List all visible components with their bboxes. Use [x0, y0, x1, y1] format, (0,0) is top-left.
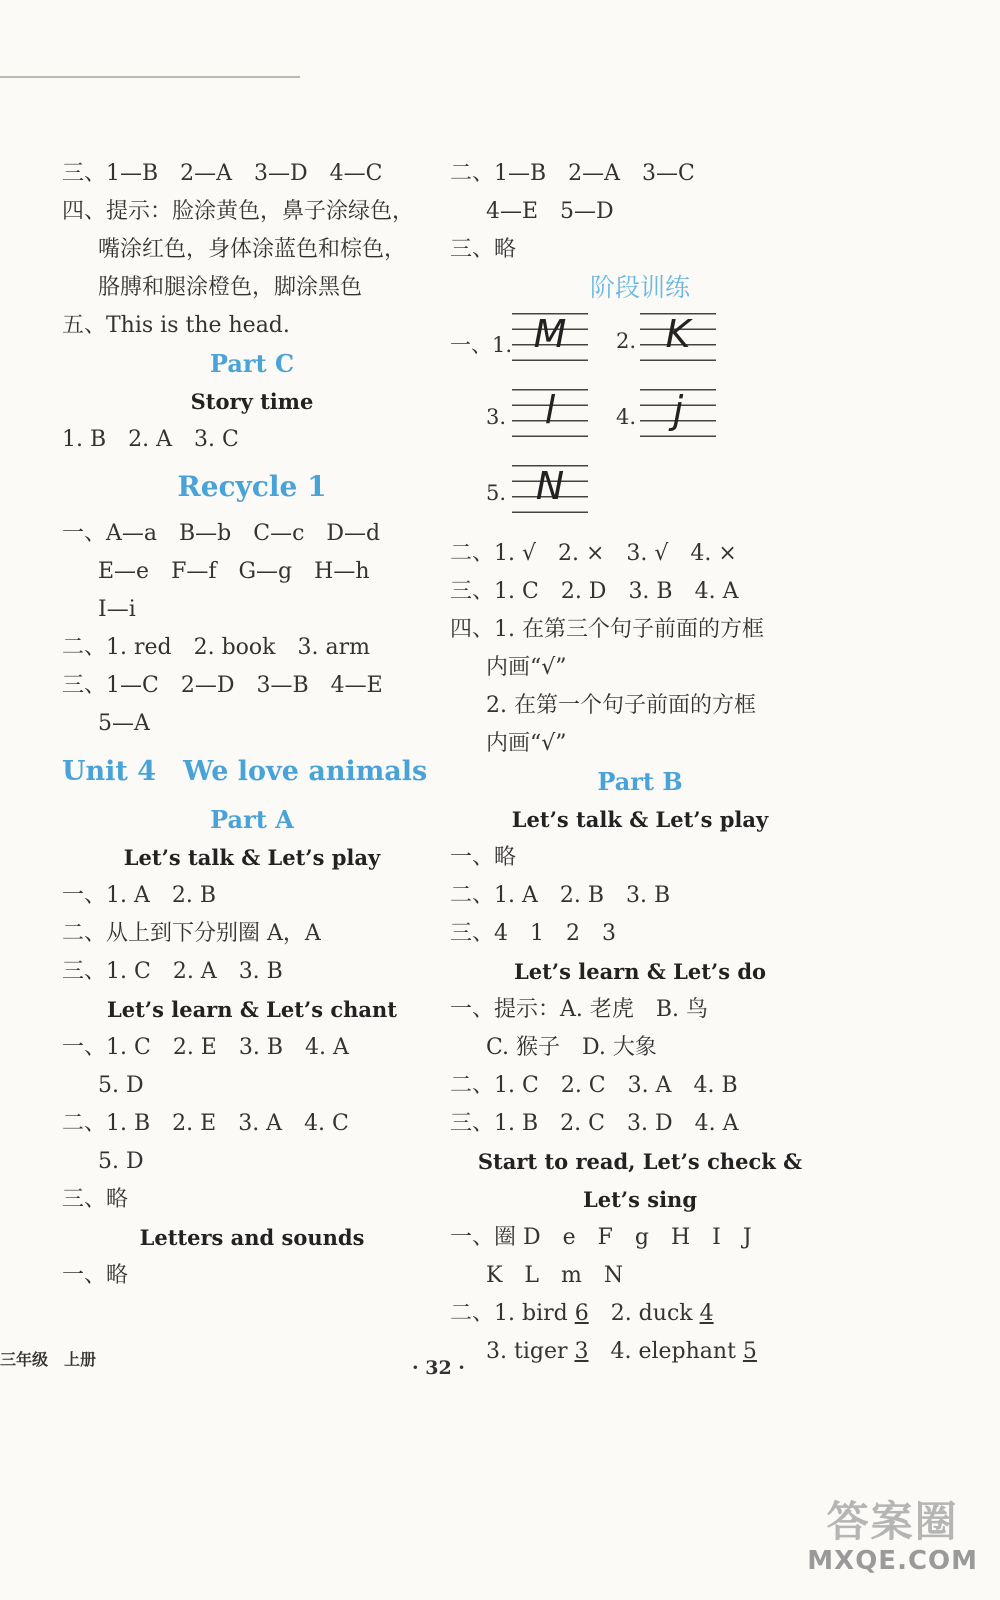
subheading-lets-sing: Let’s sing — [582, 1187, 698, 1212]
answer-line: 一、1. C 2. E 3. B 4. A — [62, 1035, 349, 1060]
grade-label: 三年级 上册 — [0, 1350, 97, 1369]
answer-line: 二、从上到下分别圈 A，A — [62, 921, 321, 946]
answer-line: 三、略 — [62, 1187, 129, 1212]
watermark-url: MXQE.COM — [807, 1546, 978, 1576]
answer-line: 三、1. C 2. D 3. B 4. A — [450, 579, 739, 604]
section-heading-part-a: Part A — [210, 805, 294, 834]
handwriting-row-1 — [450, 307, 830, 383]
answer-line: 五、This is the head. — [62, 313, 290, 338]
four-line-grid — [512, 465, 588, 513]
answer-line: 三、略 — [450, 237, 517, 262]
answer-line: 二、1. A 2. B 3. B — [450, 883, 671, 908]
answer-line: E—e F—f G—g H—h — [98, 559, 370, 584]
answer-line: 5—A — [98, 711, 150, 736]
item-label: 5. — [486, 481, 507, 505]
item-label: 4. — [616, 405, 637, 429]
answer-line — [450, 1333, 830, 1371]
answer-line: 5. D — [98, 1073, 144, 1098]
answer-line: 4—E 5—D — [486, 199, 614, 224]
handwriting-row-2 — [450, 383, 830, 459]
answer-text: 2. duck — [588, 1301, 700, 1326]
handwritten-letter: K — [665, 312, 691, 356]
subheading-start-to-read: Start to read, Let’s check & — [477, 1149, 803, 1174]
answer-line: 2. 在第一个句子前面的方框 — [486, 693, 756, 718]
page-number: · 32 · — [412, 1357, 465, 1379]
four-line-grid — [640, 313, 716, 361]
item-label: 一、1. — [450, 333, 513, 357]
four-line-grid — [640, 389, 716, 437]
section-heading-stage-training: 阶段训练 — [589, 273, 690, 302]
answer-line: C. 猴子 D. 大象 — [486, 1035, 657, 1060]
answer-line: 二、1. red 2. book 3. arm — [62, 635, 370, 660]
left-column — [62, 155, 442, 1295]
handwritten-letter: j — [672, 388, 684, 432]
four-line-grid — [512, 389, 588, 437]
answer-line: 二、1. B 2. E 3. A 4. C — [62, 1111, 349, 1136]
subheading-lets-learn: Let’s learn & Let’s do — [513, 959, 767, 984]
right-column — [450, 155, 830, 1371]
answer-line: 一、略 — [450, 845, 517, 870]
answer-line: 一、A—a B—b C—c D—d — [62, 521, 381, 546]
subheading-letters-and-sounds: Letters and sounds — [139, 1225, 365, 1250]
section-heading-part-c: Part C — [209, 349, 295, 378]
handwritten-letter: l — [544, 388, 556, 432]
answer-line — [450, 1295, 830, 1333]
answer-line: 一、提示：A. 老虎 B. 鸟 — [450, 997, 709, 1022]
answer-line: 四、提示：脸涂黄色，鼻子涂绿色， — [62, 199, 415, 224]
underlined-number: 3 — [574, 1339, 589, 1364]
answer-text: 二、1. bird — [450, 1301, 575, 1326]
answer-line: 内画“√” — [486, 655, 567, 680]
answer-text: 4. elephant — [588, 1339, 743, 1364]
section-heading-recycle-1: Recycle 1 — [177, 470, 327, 503]
handwritten-letter: N — [535, 464, 565, 508]
answer-line: I—i — [98, 597, 136, 622]
subheading-lets-talk: Let’s talk & Let’s play — [511, 807, 769, 832]
unit-heading: Unit 4 We love animals — [62, 756, 428, 787]
header-rule — [0, 76, 300, 78]
answer-line: 二、1. C 2. C 3. A 4. B — [450, 1073, 738, 1098]
answer-line: K L m N — [486, 1263, 624, 1288]
answer-line: 内画“√” — [486, 731, 567, 756]
answer-line: 三、1. C 2. A 3. B — [62, 959, 283, 984]
answer-line: 一、1. A 2. B — [62, 883, 217, 908]
underlined-number: 5 — [742, 1339, 757, 1364]
four-line-grid — [512, 313, 588, 361]
underlined-number: 4 — [699, 1301, 714, 1326]
answer-line: 三、1—C 2—D 3—B 4—E — [62, 673, 383, 698]
underlined-number: 6 — [574, 1301, 589, 1326]
subheading-story-time: Story time — [190, 389, 314, 414]
handwriting-row-3 — [450, 459, 830, 535]
answer-line: 胳膊和腿涂橙色，脚涂黑色 — [98, 275, 363, 300]
answer-line: 四、1. 在第三个句子前面的方框 — [450, 617, 764, 642]
answer-line: 三、4 1 2 3 — [450, 921, 616, 946]
answer-line: 一、略 — [62, 1263, 129, 1288]
answer-line: 一、圈 D e F g H I J — [450, 1225, 752, 1250]
handwritten-letter: M — [533, 312, 567, 356]
watermark-logo: 答案圈 — [826, 1497, 959, 1546]
answer-line: 二、1. √ 2. × 3. √ 4. × — [450, 541, 737, 566]
answer-text: 3. tiger — [486, 1339, 575, 1364]
item-label: 2. — [616, 329, 637, 353]
item-label: 3. — [486, 405, 507, 429]
watermark — [807, 1497, 978, 1575]
answer-line: 三、1. B 2. C 3. D 4. A — [450, 1111, 739, 1136]
answer-line: 二、1—B 2—A 3—C — [450, 161, 695, 186]
answer-line: 嘴涂红色，身体涂蓝色和棕色， — [98, 237, 407, 262]
subheading-lets-learn: Let’s learn & Let’s chant — [106, 997, 398, 1022]
answer-line: 5. D — [98, 1149, 144, 1174]
answer-line: 三、1—B 2—A 3—D 4—C — [62, 161, 383, 186]
answer-line: 1. B 2. A 3. C — [62, 427, 239, 452]
section-heading-part-b: Part B — [597, 767, 683, 796]
subheading-lets-talk: Let’s talk & Let’s play — [123, 845, 381, 870]
